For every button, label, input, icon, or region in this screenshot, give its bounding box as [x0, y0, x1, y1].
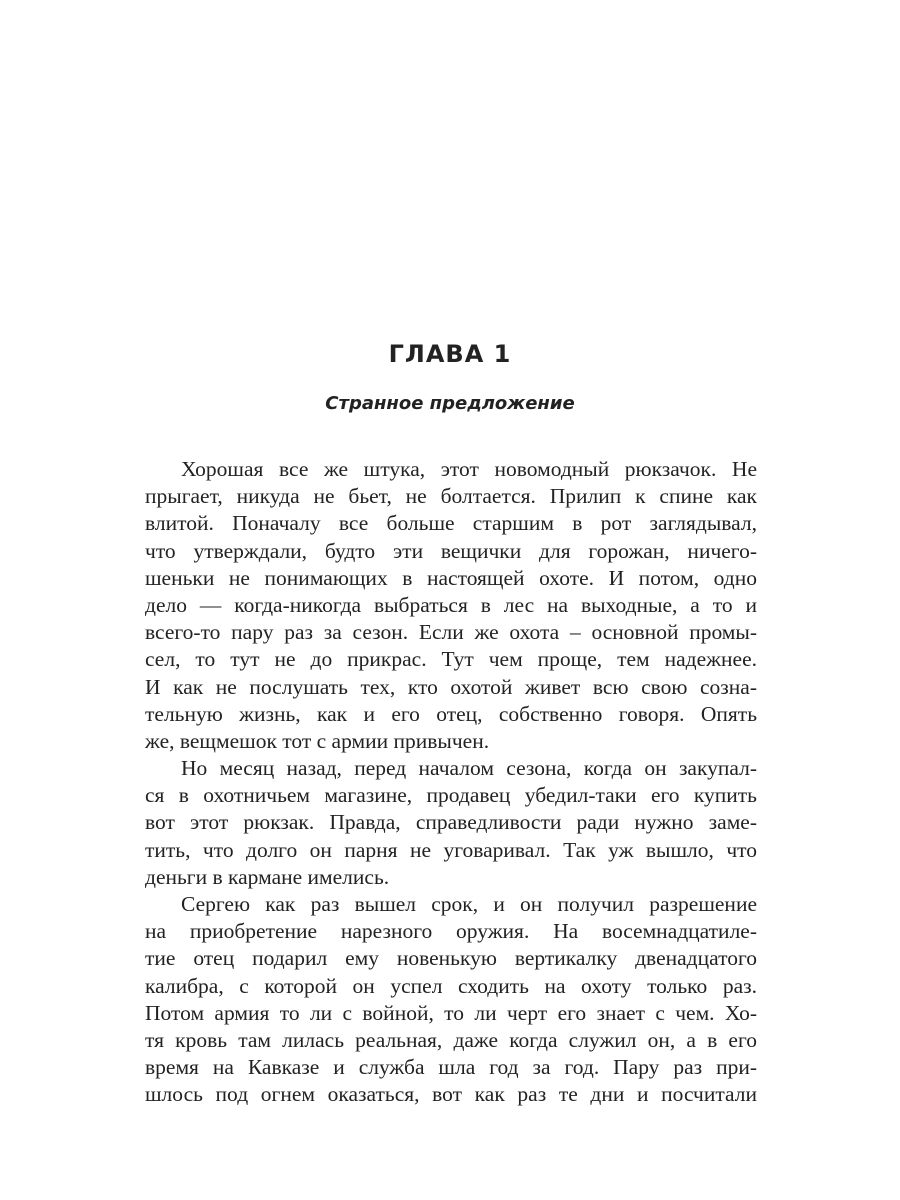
text-line: калибра, с которой он успел сходить на охоту только раз. [145, 973, 757, 998]
text-line: на приобретение нарезного оружия. На восемнадцатиле- [145, 919, 757, 944]
text-line: шеньки не понимающих в настоящей охоте. И потом, одно [145, 565, 757, 590]
chapter-title: ГЛАВА 1 [388, 340, 512, 368]
chapter-subtitle: Странное предложение [325, 393, 575, 414]
text-line: всего-то пару раз за сезон. Если же охота – основной промы- [145, 620, 757, 645]
text-line: тельную жизнь, как и его отец, собственно говоря. Опять [145, 701, 757, 726]
text-line: И как не послушать тех, кто охотой живет всю свою созна- [145, 674, 757, 699]
text-line: влитой. Поначалу все больше старшим в рот заглядывал, [145, 511, 757, 536]
body-text [145, 456, 757, 1109]
text-line: время на Кавказе и служба шла год за год. Пару раз при- [145, 1055, 757, 1080]
text-line: что утверждали, будто эти вещички для горожан, ничего- [145, 538, 757, 563]
text-line: сел, то тут не до прикрас. Тут чем проще, тем надежнее. [145, 647, 757, 672]
text-line: вот этот рюкзак. Правда, справедливости ради нужно заме- [145, 810, 757, 835]
text-line: деньги в кармане имелись. [145, 864, 390, 889]
text-line: шлось под огнем оказаться, вот как раз те дни и посчитали [145, 1082, 757, 1107]
text-line: Сергею как раз вышел срок, и он получил разрешение [181, 892, 757, 916]
text-line: дело — когда-никогда выбраться в лес на выходные, а то и [145, 592, 757, 617]
text-line: тя кровь там лилась реальная, даже когда служил он, а в его [145, 1027, 757, 1052]
text-line: тие отец подарил ему новенькую вертикалку двенадцатого [145, 946, 757, 971]
text-line: тить, что долго он парня не уговаривал. Так уж вышло, что [145, 837, 757, 862]
text-line: Но месяц назад, перед началом сезона, когда он закупал- [181, 756, 757, 781]
text-line: Потом армия то ли с войной, то ли черт его знает с чем. Хо- [145, 1000, 757, 1025]
text-line: же, вещмешок тот с армии привычен. [145, 728, 490, 753]
text-line: ся в охотничьем магазине, продавец убедил-таки его купить [145, 783, 757, 808]
text-line: Хорошая все же штука, этот новомодный рюкзачок. Не [181, 457, 757, 481]
text-line: прыгает, никуда не бьет, не болтается. Прилип к спине как [145, 484, 757, 509]
